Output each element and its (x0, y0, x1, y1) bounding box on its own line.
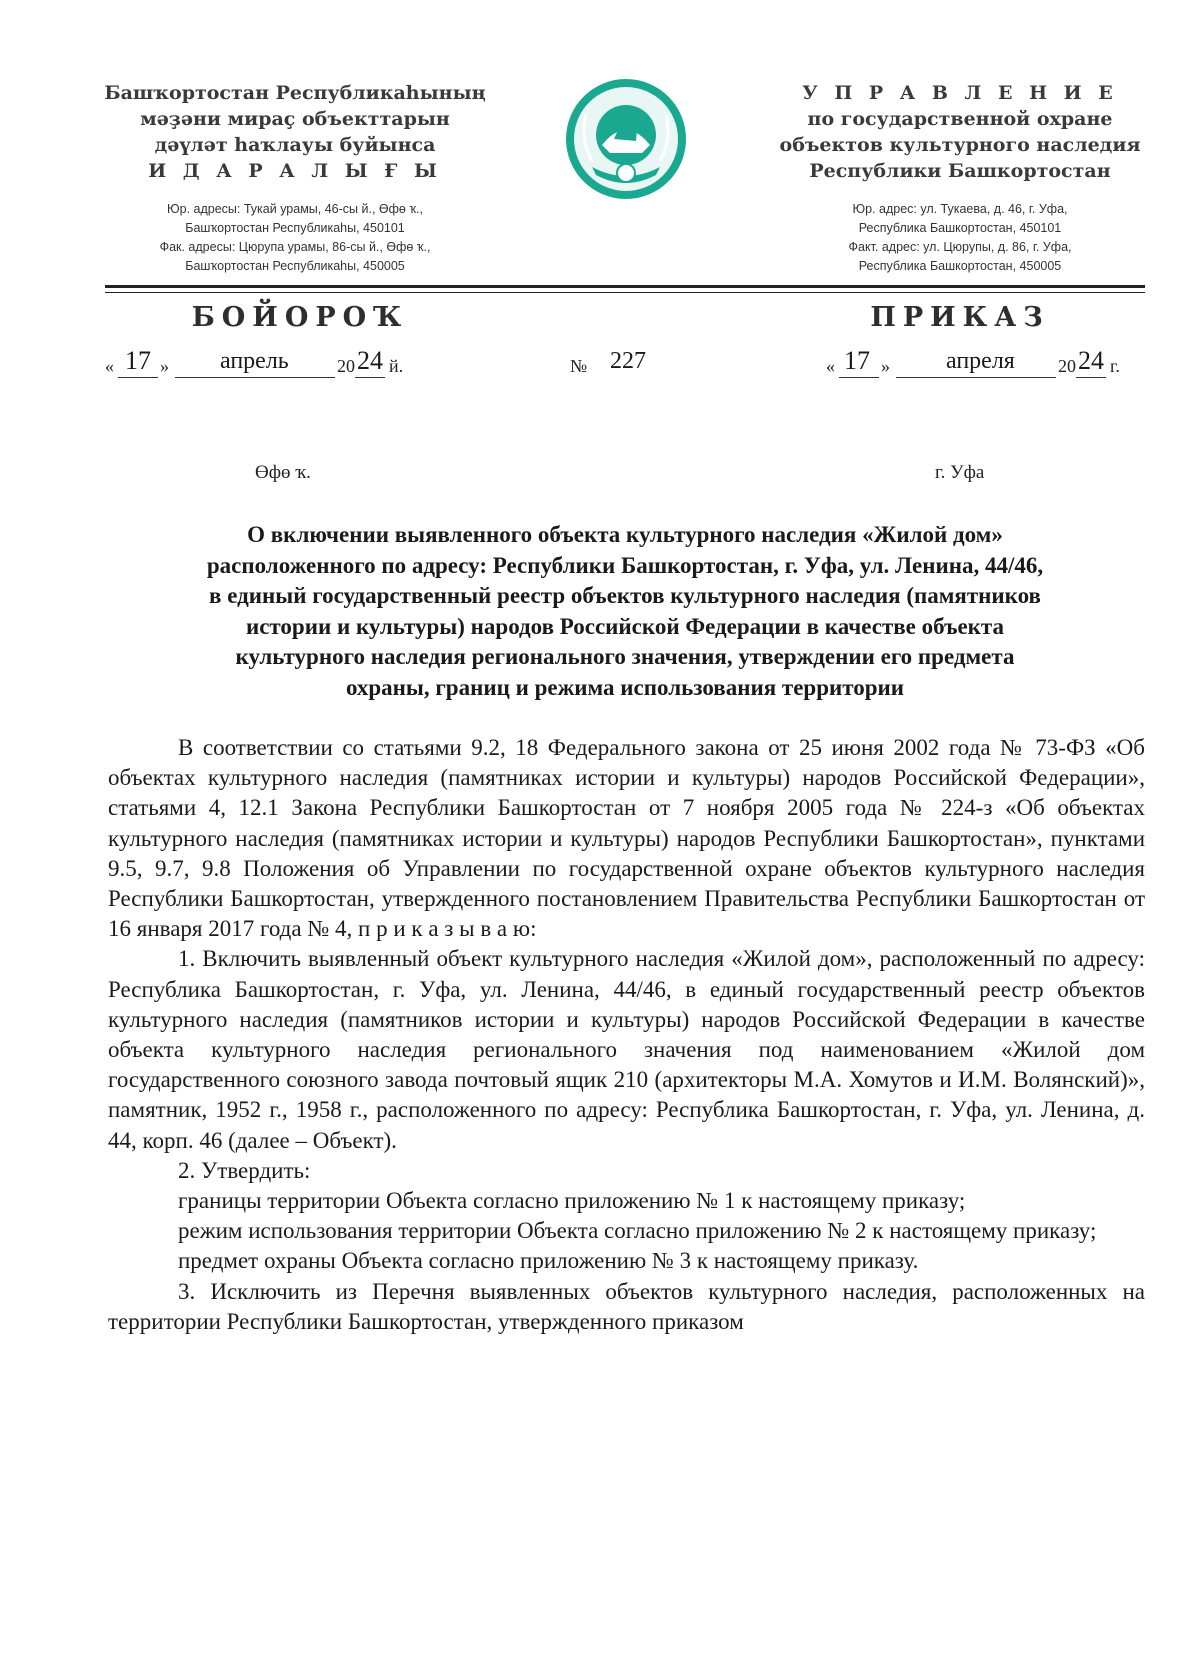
address-ba (85, 200, 505, 276)
quote-open: « (105, 356, 114, 376)
header-right-org (770, 80, 1150, 276)
subject-line: расположенного по адресу: Республики Башкортостан, г. Уфа, ул. Ленина, 44/46, (206, 552, 1044, 578)
address-ru (770, 200, 1150, 276)
date-left (105, 346, 435, 392)
date-day: 17 (125, 346, 151, 375)
date-right (826, 346, 1156, 392)
address-line: Факт. адрес: ул. Цюрупы, д. 86, г. Уфа, (848, 240, 1072, 254)
address-line: Башҡортостан Республикаһы, 450101 (185, 221, 405, 235)
year-unit: й. (389, 356, 404, 376)
org-line-ru-3: Республики Башкортостан (809, 160, 1111, 182)
quote-close: » (160, 356, 169, 376)
date-day: 17 (844, 346, 870, 375)
quote-open: « (826, 356, 835, 376)
city-ru: г. Уфа (935, 462, 985, 483)
subject-line: истории и культуры) народов Российской Федерации в качестве объекта (245, 613, 1005, 639)
address-line: Республика Башкортостан, 450101 (858, 221, 1062, 235)
clause-2-item-3: предмет охраны Объекта согласно приложению № 3 к настоящему приказу. (178, 1248, 919, 1274)
org-line-ba-caps: И Д А Р А Л Ы Ғ Ы (148, 160, 442, 182)
subject-line: охраны, границ и режима использования территории (345, 674, 905, 700)
subject-line: в единый государственный реестр объектов культурного наследия (памятников (209, 583, 1041, 608)
subject-line: культурного наследия регионального значения, утверждении его предмета (235, 644, 1015, 669)
org-line-ru-2: объектов культурного наследия (779, 134, 1141, 156)
clause-3-paragraph: 3. Исключить из Перечня выявленных объектов культурного наследия, расположенных на территории Республики Башкортостан, утвержденного приказом (108, 1278, 1145, 1334)
org-line-ba-2: мәҙәни мираҫ объекттарын (140, 108, 450, 130)
year-unit: г. (1110, 356, 1120, 376)
clause-2-heading: 2. Утвердить: (178, 1157, 311, 1183)
city-ba: Өфө ҡ. (255, 462, 311, 483)
org-line-ba-1: Башҡортостан Республикаһының (104, 82, 486, 104)
doc-type-title-ru: ПРИКАЗ (870, 302, 1050, 333)
year-suffix: 24 (357, 346, 383, 375)
quote-close: » (881, 356, 890, 376)
date-month: апреля (946, 348, 1015, 374)
emblem-icon (562, 75, 690, 203)
subject-line: О включении выявленного объекта культурного наследия «Жилой дом» (247, 522, 1003, 547)
number-value: 227 (610, 348, 646, 374)
clause-2-item-1: границы территории Объекта согласно приложению № 1 к настоящему приказу; (178, 1188, 966, 1214)
date-month: апрель (220, 348, 289, 374)
order-number (570, 348, 680, 392)
address-line: Юр. адрес: ул. Тукаева, д. 46, г. Уфа, (852, 202, 1068, 216)
org-line-ru-1: по государственной охране (807, 108, 1113, 130)
year-suffix: 24 (1078, 346, 1104, 375)
order-body (108, 733, 1145, 1337)
order-subject (105, 520, 1145, 703)
number-label: № (570, 356, 588, 376)
preamble-paragraph: В соответствии со статьями 9.2, 18 Федерального закона от 25 июня 2002 года № 73-ФЗ «Об объектах культурного наследия (памятниках истории и культуры) народов Российской Федерации», статьями 4, 12.1 Закона Республики Башкортостан от 7 ноября 2005 года № 224-з «Об объектах культурного наследия (памятниках истории и культуры) народов Республики Башкортостан», пунктами 9.5, 9.7, 9.8 Положения об Управлении по государственной охране объектов культурного наследия Республики Башкортостан, утвержденного постановлением Правительства Республики Башкортостан от 16 января 2017 года № 4, п р и к а з ы в а ю: (108, 735, 1145, 942)
address-line: Фак. адресы: Цюрупа урамы, 86-сы й., Өфө ҡ., (159, 240, 431, 254)
year-prefix: 20 (337, 356, 355, 376)
address-line: Республика Башкортостан, 450005 (858, 259, 1062, 273)
header-left-org (85, 80, 505, 276)
header-divider-thin (105, 292, 1145, 293)
year-prefix: 20 (1058, 356, 1076, 376)
doc-type-title-ba: БОЙОРОҠ (191, 302, 409, 333)
address-line: Юр. адресы: Тукай урамы, 46-сы й., Өфө ҡ., (167, 202, 423, 216)
org-line-ru-caps: У П Р А В Л Е Н И Е (802, 82, 1118, 104)
clause-1-paragraph: 1. Включить выявленный объект культурного наследия «Жилой дом», расположенный по адресу: Республика Башкортостан, г. Уфа, ул. Ленина, 44/46, в единый государственный реестр объектов культурного наследия (памятников истории и культуры) народов Российской Федерации в качестве объекта культурного наследия регионального значения под наименованием «Жилой дом государственного союзного завода почтовый ящик 210 (архитекторы М.А. Хомутов и И.М. Волянский)», памятник, 1952 г., 1958 г., расположенного по адресу: Республика Башкортостан, г. Уфа, ул. Ленина, д. 44, корп. 46 (далее – Объект). (108, 946, 1145, 1153)
header-divider-thick (105, 285, 1145, 288)
clause-2-item-2: режим использования территории Объекта согласно приложению № 2 к настоящему приказу; (178, 1218, 1097, 1244)
org-line-ba-3: дәүләт һаҡлауы буйынса (154, 134, 436, 156)
address-line: Башҡортостан Республикаһы, 450005 (185, 259, 405, 273)
